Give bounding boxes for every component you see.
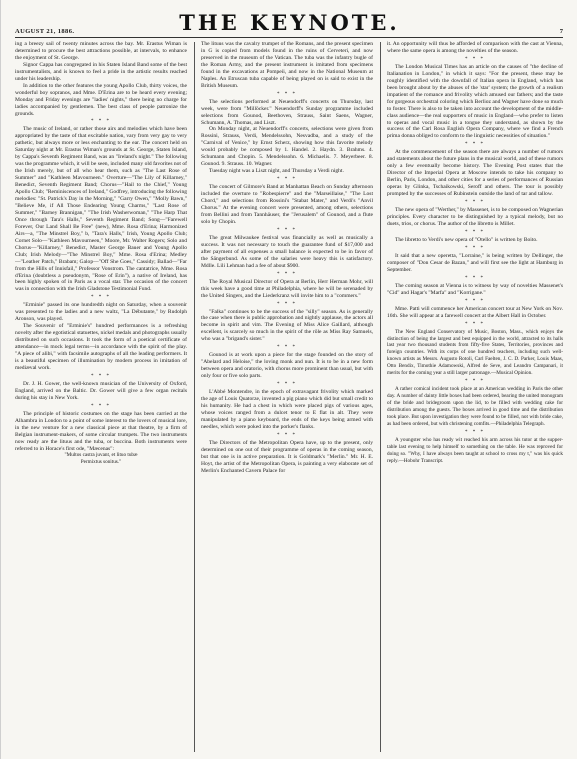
article-paragraph: The New England Conservatory of Music, Boston, Mass., which enjoys the distinction of being the largest and best equipped in the world, attracted to its halls last year two thousand students from fifty-five States, Territories, provinces and foreign countries. With its corps of one hundred teachers, including such well-known artists as Messrs. Augusto Rotoli, Carl Faelten, J. C. D. Parker, Louis Maas, Otto Bendix, Timothie Adamowski, Alfred de Seve, and Leandro Campanari, it merits for the coming year a still larger patronage.—Musical Opinion. [387, 328, 563, 377]
article-paragraph: Gounod is at work upon a piece for the stage founded on the story of "Abelard and Heloise," the loving monk and nun. It is to be in a new form between opera and oratorio, with chorus more prominent than usual, but with only four or five solo parts. [201, 352, 373, 380]
article-paragraph: Tuesday night was a Liszt night, and Thursday a Verdi night. [209, 168, 344, 175]
section-ornament: * * * [91, 373, 111, 379]
article-paragraph: It said that a new operetta, "Lorraine," is being written by Dellinger, the composer of "Don Cesar de Bazan," and will first see the light at Hamburg in September. [387, 252, 563, 273]
article-paragraph: L'Abbé Montendre, in the epoch of extravagant frivolity which marked the age of Louis Quatorze, invented a pig piano which did but small credit to his humanity. He had a chest in which were placed pigs of various ages, whose voices ranged from a dulcet tenor to E flat in alt. They were manipulated by a piano keyboard, the ends of the keys being armed with needles, which were poked into the porker's flanks. [201, 389, 373, 430]
section-ornament: * * * [91, 295, 111, 301]
column-1 [15, 41, 187, 753]
section-ornament: * * * [465, 200, 485, 206]
section-ornament: * * * [277, 271, 297, 277]
article-paragraph: The libretto to Verdi's new opera of "Otello" is written by Boito. [395, 236, 538, 243]
section-ornament: * * * [277, 301, 297, 307]
column-divider [380, 42, 381, 752]
section-ornament: * * * [277, 177, 297, 183]
section-ornament: * * * [465, 275, 485, 281]
article-paragraph: The principle of historic costumes on the stage has been carried at the Alhambra in London to a point of some interest to the lovers of musical lore, in the new venture for a new classical piece at that theatre, by a firm of Belgian instrument-makers, of some circular trumpets. The two instruments now ready are the lituus and the tuba, or buccina. Both instruments were referred to in Horace's first ode, "Mæcenas": [15, 410, 187, 452]
article-paragraph: Mme. Patti will commence her American concert tour at New York on Nov. 16th. She will appear at a farewell concert at the Albert Hall in October. [387, 305, 563, 319]
column-2 [201, 41, 373, 753]
article-paragraph: The coming season at Vienna is to witness by way of novelties Massenet's "Cid" and Hagar's "Marfa" and "Korrigane." [387, 282, 563, 296]
section-ornament: * * * [91, 119, 111, 125]
section-ornament: * * * [277, 227, 297, 233]
article-paragraph: At the commencement of the season there are always a number of rumors and statements about the future plans in the musical world, and of these rumors only a few eventually become history. The Evening Post states that the Director of the Imperial Opera at Moscow intends to take his company to Berlin, Paris, London, and other cities for a series of performances of Russian operas by Glinka, Tschaikowski, Seroff and others. The tour is possibly prompted by the successes of Rubinstein outside the land of tar and tallow. [387, 149, 563, 198]
section-ornament: * * * [277, 345, 297, 351]
article-paragraph: The concert of Gilmore's Band at Manhattan Beach on Sunday afternoon included the overture to "Robespierre" and the "Marseillaise," "The Lost Chord," and selections from Rossini's "Stabat Mater," and Verdi's "Anvil Chorus." At the evening concert were presented, among others, selections from Bellini and from Tannhäuser, the "Jerusalem" of Gounod, and a flute solo by Chopin. [201, 184, 373, 225]
article-paragraph: The music of Ireland, or rather those airs and melodies which have been appropriated by the taste of that excitable nation, vary from very gay to very pathetic, but always more or less enchanting to the ear. The concert held on Saturday night at Mr. Erastus Wiman's grounds at St. George, Staten Island, by Cappa's Seventh Regiment Band, was an "Ireland's night." The following was the programme which, it will be seen, included many old favorites not of the Irish merely, but of all who hear them, such as "The Last Rose of Summer" and "Kathleen Mavourneen." Overture—"The Lily of Killarney," Benedict, Seventh Regiment Band; Chorus—"Hail to the Chief," Young Apollo Club; "Reminiscences of Ireland," Godfrey, introducing the following melodies: "St. Patrick's Day in the Morning," "Garry Owen," "Molly Bawn," "Believe Me, if All Those Endearing Young Charms," "Last Rose of Summer," "Barney Brannigan," "The Irish Washerwoman," "The Harp That Once through Tara's Halls," Seventh Regiment Band; Song—"Farewell Forever, Our Land Shall Be Free" (new), Mme. Rosa d'Erina; Harmonized Airs—a, "The Minstrel Boy," b, "Tara's Halls," Irish, Young Apollo Club; Cornet Solo—"Kathleen Mavourneen," Moore, Mr. Walter Rogers; Solo and Chorus—"Killarney," Benedict, Master George Bauer and Young Apollo Club; Irish Melody—"The Minstrel Boy," Mme. Rosa d'Erina; Medley—"Leather Patch," Brabam; Galop—"Off She Goes," Cassidy; Ballad—"Far from the Hills of Innisfail," Professor Vonstrom. The cantatrice, Mme. Rosa d'Erina (doubtless a pseudonym, "Rose of Erin"), a native of Ireland, has been highly spoken of in Paris as a vocal star. The occasion of the concert was in connection with the Irish Gladstone Testimonial Fund. [15, 126, 187, 293]
section-ornament: * * * [277, 382, 297, 388]
article-paragraph: In addition to the other features the young Apollo Club, thirty voices, the wonderful boy sopranos, and Mme. D'Erina are to be heard every evening; Monday and Friday evenings are "ladies' nights," there being no charge for ladies accompanied by gentlemen. The best class of people patronize the grounds. [15, 82, 187, 117]
section-ornament: * * * [465, 229, 485, 235]
article-paragraph: ing a breezy sail of twenty minutes across the bay. Mr. Erastus Wiman is determined to procure the best attractions possible, at intervals, to enhance the enjoyment of St. George. [15, 41, 187, 61]
section-ornament: * * * [465, 429, 485, 435]
article-paragraph: The Souvenir of "Erminie's" hundred performances is a refreshing novelty after the egotistical statuettes, nickel medals and photographs usually distributed on such occasions. It took the form of a poetical certificate of attendance—in mock legal terms—in accordance with the spirit of the play. "A piece of alibi," with facsimile autographs of all the leading performers. It is a beautiful specimen of illumination by modern process in imitation of mediæval work. [15, 323, 187, 371]
article-paragraph: The Directors of the Metropolitan Opera have, up to the present, only determined on one out of their programme of operas in the coming season, but that one is in active preparation. It is Goldmark's "Merlin." Mr. H. E. Hoyt, the artist of the Metropolitan Opera, is painting a very elaborate set of Merlin's Enchanted Cavern Palace for [201, 439, 373, 474]
section-ornament: * * * [465, 298, 485, 304]
page-number: 7 [559, 28, 563, 35]
article-paragraph: it. An opportunity will thus be afforded of comparison with the cast at Vienna, where the same opera is among the novelties of the season. [387, 41, 563, 54]
section-ornament: * * * [465, 56, 485, 62]
article-paragraph: The lituus was the cavalry trumpet of the Romans, and the present specimen in G is copied from models found in the ruins of Cerveteri, and now preserved in the museum of the Vatican. The tuba was the infantry bugle of the Roman Army, and the present instrument is imitated from specimens found in the excavations at Pompeii, and now in the National Museum at Naples. An Etruscan tuba capable of being played on is said to exist in the British Museum. [201, 41, 373, 89]
masthead-title: THE KEYNOTE. [179, 10, 400, 35]
section-ornament: * * * [277, 91, 297, 97]
section-ornament: * * * [91, 403, 111, 409]
section-ornament: * * * [465, 245, 485, 251]
issue-date: AUGUST 21, 1886. [15, 28, 75, 35]
article-paragraph: A rather comical incident took place at an American wedding in Paris the other day. A number of dainty little boxes had been ordered, bearing the united monogram of the bride and bridegroom upon the lid, to be filled with wedding cake for distribution among the guests. The boxes arrived in good time and the distribution took place. But upon investigation they were found to be filled, not with bride cake, as had been ordered, but with christening comfits.—Philadelphia Telegraph. [387, 386, 563, 427]
section-ornament: * * * [465, 321, 485, 327]
article-paragraph: The London Musical Times has an article on the causes of "the decline of Italianation in London," in which it says: "For the present, these may be roughly identified with the downfall of Italian opera in England, which has been brought about by the abuses of the 'star' system; the growth of a realism impatient of the romance and frivolity which amused our fathers; and the taste for gorgeous orchestral coloring which Berlioz and Wagner have done so much to foster. There is also to be taken into account the development of the middle-class audience—the real supporters of music in England—who prefer to listen to operas and vocal music in a tongue they understand, as shown by the success of the Carl Rosa English Opera Company, where we find a French prima donna obliged to conform to the linguistic necessities of situation." [387, 63, 563, 140]
article-paragraph: Signor Cappa has congregated in his Staten Island Band some of the best instrumentalists, and is known to feel a pride in the artistic results reached under his leadership. [15, 61, 187, 82]
article-paragraph: On Monday night, at Neuendorff's concerts, selections were given from Rossini, Strauss, Verdi, Mendelssohn, Nesvadba, and a study of the "Carnival of Venice," by Ernst Scherz, showing how this favorite melody would probably be composed by 1. Handel. 2. Haydn. 3. Brahms. 4. Schumann and Chopin. 5. Mendelssohn. 6. Michaelis. 7. Meyerbeer. 8. Gounod. 9. Strauss. 10. Wagner. [201, 126, 373, 168]
article-paragraph: A youngster who has ready wit reached his arm across his tutor at the supper-table last evening to help himself to something on the table. He was reproved for doing so. "Why, I have always been taught at school to cross my t," was his quick reply.—Hobohr Transcript. [387, 436, 563, 464]
article-paragraph: "Erminie" passed its one hundredth night on Saturday, when a souvenir was presented to the ladies and a new waltz, "La Débutante," by Rudolph Aronson, was played. [15, 302, 187, 323]
section-ornament: * * * [277, 432, 297, 438]
article-paragraph: The Royal Musical Director of Opera at Berlin, Herr Herman Mohr, will this week have a good time at Philadelphia, where he will be serenaded by the United Singers, and the Liederkranz will invite him to a "commers." [201, 278, 373, 299]
article-paragraph: The great Milwaukee festival was financially as well as musically a success. It was not necessary to touch the guarantee fund of $17,000 and after payment of all expenses a small balance is expected to be in favor of the Sängerbund. As some of the salaries were heavy this is satisfactory. Mdlle. Lili Lehman had a fee of about $900. [201, 234, 373, 269]
article-paragraph: "Falka" continues to be the success of the "silly" season. As is generally the case when there is public approbation and nightly applause, the actors all become in spirit and vim. The Evening of Miss Alice Gaillard, although excellent, is scarcely so much in the spirit of the rôle as Miss Ray Samuels, who was a "brigand's sister." [201, 308, 373, 343]
section-ornament: * * * [465, 379, 485, 385]
article-paragraph: The selections performed at Neuendorff's concerts on Thursday, last week, were from "Millöcker." Neuendorff's Sunday programme included selections from Gounod, Beethoven, Strauss, Saint Saens, Wagner, Schumann, A. Thomas, and Liszt. [201, 98, 373, 126]
section-ornament: * * * [465, 142, 485, 148]
article-paragraph: Dr. J. H. Gower, the well-known musician of the University of Oxford, England, arrived on the Baltic. Dr. Gower will give a few organ recitals during his stay in New York. [15, 380, 187, 401]
latin-quote-line: Permixtus sonitus." [80, 459, 122, 466]
latin-quote-line: "Multos castra juvant, et lituo tubæ [64, 452, 138, 459]
column-divider [194, 42, 195, 752]
article-paragraph: The new opera of "Werther," by Massenet, is to be composed on Wagnerian principles. Every character to be distinguished by a typical melody, but no duets, trios, or chorus. The author of the libretto is Millet. [387, 207, 563, 227]
column-3 [387, 41, 563, 753]
header-rule [15, 37, 563, 38]
